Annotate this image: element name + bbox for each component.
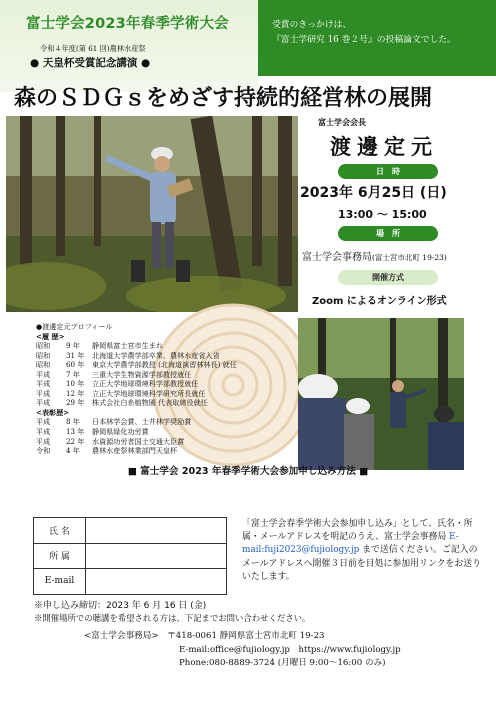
instructions-text-before: 「富士学会春季学術大会参加申し込み」として、氏名・所属・メールアドレスを明記のうえ、富士学会事務局 (242, 519, 473, 543)
event-place (302, 248, 447, 263)
office-label: <富士学会事務局> (84, 631, 159, 641)
career-era: 平成 (36, 379, 51, 389)
field-label-email: E-mail (34, 569, 86, 595)
career-year: 31 年 (66, 350, 85, 360)
application-email-link[interactable]: E-mail:fuji2023@fujiology.jp (242, 532, 459, 556)
field-input-affiliation[interactable] (86, 543, 227, 569)
venue-note: ※開催場所での聴講を希望される方は、下記までお問い合わせください。 (34, 613, 311, 623)
career-row (36, 379, 296, 389)
award-text: 農林水産祭林業部門天皇杯 (92, 446, 178, 456)
field-input-name[interactable] (86, 518, 227, 544)
headline: 森のＳＤＧｓをめざす持続的経営林の展開 (14, 85, 433, 111)
career-year: 60 年 (66, 360, 85, 370)
awards-label: <表彰歴> (36, 407, 70, 417)
career-text: 立正大学地球環境科学部教授就任 (92, 379, 199, 389)
profile-title: ●渡邊定元プロフィール (36, 322, 113, 331)
career-era: 平成 (36, 398, 51, 408)
career-label: <履 歴> (36, 331, 65, 341)
field-label-name: 氏 名 (34, 518, 86, 544)
career-year: 10 年 (66, 379, 85, 389)
award-year: 13 年 (66, 427, 85, 437)
application-instructions (242, 518, 482, 584)
award-row (36, 427, 296, 437)
career-era: 平成 (36, 388, 51, 398)
award-row (36, 417, 296, 427)
form-row-affiliation (34, 543, 227, 569)
place-label-badge: 場 所 (338, 226, 438, 241)
forest-speaker-photo (6, 116, 298, 312)
form-row-name (34, 518, 227, 544)
award-note: 令和４年度(第 61 回)農林水産祭 (40, 44, 146, 53)
office-address: 〒418-0061 静岡県富士宮市北町 19-23 (167, 631, 325, 641)
career-era: 昭和 (36, 341, 51, 351)
awards-list (36, 417, 296, 455)
event-date: 2023年 6月25日 (日) (300, 185, 447, 201)
field-input-email[interactable] (86, 569, 227, 595)
career-year: 7 年 (66, 369, 80, 379)
career-text: 静岡県富士宮市生まれ (92, 341, 163, 351)
career-era: 昭和 (36, 350, 51, 360)
quote-line-2: 『富士学研究 16 巻２号』の投稿論文でした。 (272, 35, 456, 45)
award-text: 水資源功労者国土交通大臣賞 (92, 436, 185, 446)
award-era: 平成 (36, 427, 51, 437)
form-row-email (34, 569, 227, 595)
award-era: 平成 (36, 436, 51, 446)
speaker-name: 渡邊定元 (330, 134, 438, 159)
place-address: (富士宮市北町 19-23) (372, 253, 447, 262)
event-time: 13:00 ～ 15:00 (338, 208, 427, 221)
lecture-label: ● 天皇杯受賞記念講演 ● (30, 57, 151, 69)
event-title: 富士学会2023年春季学術大会 (26, 16, 229, 32)
career-text: 株式会社白糸植物園 代表取締役就任 (92, 398, 208, 408)
award-era: 令和 (36, 446, 51, 456)
career-year: 29 年 (66, 398, 85, 408)
career-text: 三重大学生物資源学部教授就任 (92, 369, 192, 379)
group-forest-photo (298, 318, 464, 470)
career-year: 12 年 (66, 388, 85, 398)
application-heading: ■ 富士学会 2023 年春季学術大会参加申し込み方法 ■ (127, 466, 369, 477)
career-row (36, 389, 296, 399)
career-row (36, 370, 296, 380)
instructions-text-after: まで送信ください。ご記入のメールアドレスへ開催３日前を目処に参加用リンクをお送りいたします。 (242, 545, 481, 582)
award-year: 4 年 (66, 446, 80, 456)
career-text: 北海道大学農学部卒業、農林水産省入省 (92, 350, 220, 360)
format-label-badge: 開催方式 (338, 270, 438, 285)
speaker-role: 富士学会会長 (318, 118, 366, 127)
deadline-line (34, 598, 206, 611)
award-text: 日本林学会賞、土井林学奨励賞 (92, 417, 192, 427)
career-row (36, 398, 296, 408)
award-row (36, 437, 296, 447)
career-year: 9 年 (66, 341, 80, 351)
field-label-affiliation: 所 属 (34, 543, 86, 569)
office-email[interactable]: E-mail:office@fujiology.jp https://www.fujiology.jp (179, 644, 401, 655)
deadline-prefix: ※申し込み締切： (34, 601, 107, 611)
application-form-table (33, 517, 227, 595)
career-row (36, 341, 296, 351)
place-name: 富士学会事務局 (302, 252, 372, 263)
career-list (36, 341, 296, 408)
career-era: 昭和 (36, 360, 51, 370)
award-year: 22 年 (66, 436, 85, 446)
event-format: Zoom によるオンライン形式 (312, 296, 447, 307)
award-era: 平成 (36, 417, 51, 427)
award-year: 8 年 (66, 417, 80, 427)
award-text: 静岡県緑化功労賞 (92, 427, 149, 437)
award-row (36, 446, 296, 456)
office-contact (84, 630, 401, 671)
career-row (36, 360, 296, 370)
career-text: 東京大学農学部教授 (北海道演習林林長) 就任 (92, 360, 237, 370)
career-row (36, 351, 296, 361)
deadline-date: 2023 年 6 月 16 日 (金) (106, 601, 207, 611)
speaker-profile (36, 322, 296, 456)
quote-line-1: 受賞のきっかけは、 (272, 20, 352, 30)
career-era: 平成 (36, 369, 51, 379)
quote-text (272, 18, 492, 48)
office-phone: Phone:080-8889-3724 (月曜日 9:00～16:00 のみ) (179, 658, 386, 669)
date-label-badge: 日 時 (338, 164, 438, 179)
career-text: 立正大学地球環境科学研究所長就任 (92, 388, 206, 398)
